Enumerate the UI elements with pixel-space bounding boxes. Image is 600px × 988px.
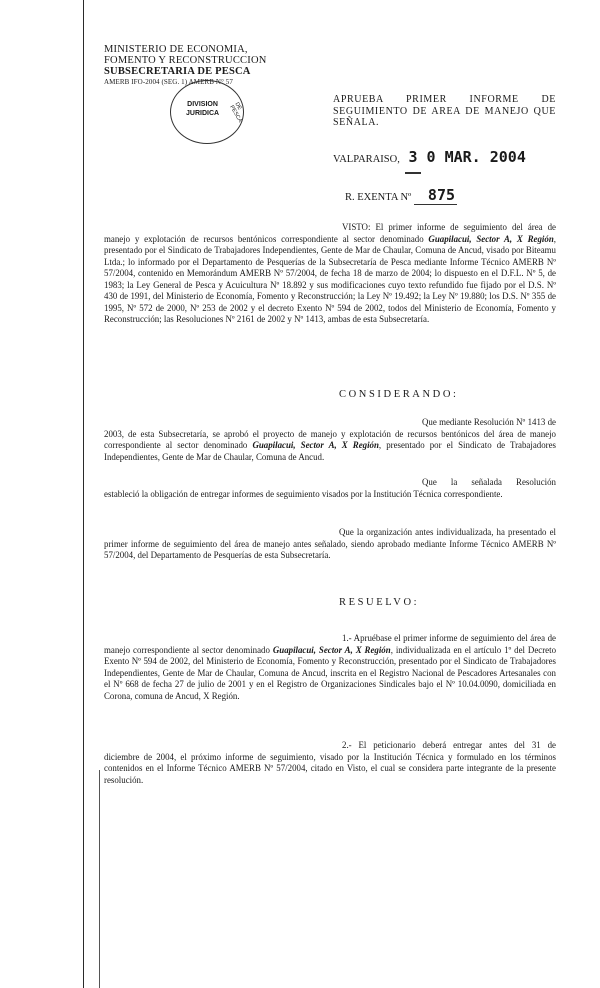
- considerando-paragraph-1: [104, 417, 556, 463]
- stamp-line-1: DIVISION: [187, 101, 218, 108]
- visto-paragraph: [104, 222, 556, 326]
- stamp-line-2: JURIDICA: [186, 110, 220, 117]
- resolution-number-value: 875: [414, 186, 457, 205]
- scan-edge-line: [83, 0, 84, 988]
- resuelvo-1-sector: Guapilacui, Sector A, X Región: [272, 644, 391, 655]
- resuelvo-item-1: [104, 633, 556, 702]
- dateline: [333, 148, 526, 166]
- letterhead-subsecretaria: SUBSECRETARIA DE PESCA: [104, 66, 251, 77]
- letterhead-reference: AMERB IFO-2004 (SEG. 1) AMERB N° 57: [104, 78, 234, 86]
- resolution-number: [345, 186, 457, 205]
- handwritten-dash: [405, 172, 421, 174]
- considerando-1-text-a: Que mediante Resolución Nº 1413 de 2003, de esta Subsecretaría, se aprobó el proyecto de manejo y explotación de recursos bentónicos del área de manejo correspondiente al sector denominado: [104, 417, 556, 450]
- visto-text-2: , presentado por el Sindicato de Trabajadores Independientes, Gente de Mar de Chaular, Comuna de Ancud, visado por Biteamu Ltda.; lo informado por el Departamento de Pesquerías de la Subsecretaría de Pesca mediante Informe Técnico AMERB Nº 57/2004, contenido en Memorándum AMERB Nº 57/2004, de fecha 18 de marzo de 2004; lo dispuesto en el D.F.L. Nº 5, de 1983; la Ley General de Pesca y Acuicultura Nº 18.892 y sus modificaciones cuyo texto refundido fue fijado por el D.S. Nº 430 de 1991, del Ministerio de Economía, Fomento y Reconstrucción; la Ley Nº 19.492; la Ley Nº 19.880; los D.S. Nº 355 de 1995, Nº 572 de 2000, Nº 253 de 2002 y el decreto Exento Nº 594 de 2002, todos del Ministerio de Economía, Fomento y Reconstrucción; las Resoluciones Nº 2161 de 2002 y Nº 1413, ambas de esta Subsecretaría.: [104, 233, 556, 324]
- dateline-date-stamp: 3 0 MAR. 2004: [408, 148, 526, 166]
- resuelvo-1-text-a: 1.- Apruébase el primer informe de seguimiento del área de manejo correspondiente al sector denominado: [104, 633, 556, 655]
- document-subject: APRUEBA PRIMER INFORME DE SEGUIMIENTO DE AREA DE MANEJO QUE SEÑALA.: [333, 94, 556, 128]
- considerando-paragraph-3: Que la organización antes individualizada, ha presentado el primer informe de seguimiento del área de manejo antes señalado, siendo aprobado mediante Informe Técnico AMERB Nº 57/2004, del Departamento de Pesquerías de esta Subsecretaría.: [104, 527, 556, 560]
- letterhead-ministry: MINISTERIO DE ECONOMIA,: [104, 44, 248, 55]
- considerando-1-sector: Guapilacui, Sector A, X Región: [252, 440, 379, 450]
- stamp-arc-text: DE PESCA: [228, 101, 243, 124]
- division-stamp: [170, 80, 250, 146]
- letterhead-ministry-2: FOMENTO Y RECONSTRUCCION: [104, 55, 267, 66]
- considerando-paragraph-2: Que la señalada Resolución estableció la obligación de entregar informes de seguimiento visados por la Institución Técnica correspondiente.: [104, 477, 556, 499]
- visto-sector: Guapilacui, Sector A, X Región: [428, 233, 554, 244]
- resuelvo-1-text-b: , individualizada en el artículo 1º del Decreto Exento Nº 594 de 2002, del Ministerio de Economía, Fomento y Reconstrucción, presentado por el Sindicato de Trabajadores Independientes, Gente de Mar de Chaular, Comuna de Ancud, inscrita en el Registro Nacional de Pescadores Artesanales con el Nº 668 de fecha 27 de julio de 2001 y en el Registro de Organizaciones Sindicales bajo el Nº 10.04.0090, domiciliada en Corona, comuna de Ancud, X Región.: [104, 644, 557, 701]
- resuelvo-heading: RESUELVO:: [339, 597, 420, 608]
- scan-margin: [0, 0, 70, 988]
- visto-text-1: VISTO: El primer informe de seguimiento del área de manejo y explotación de recursos bentónicos correspondiente al sector denominado: [104, 222, 556, 244]
- dateline-place: VALPARAISO,: [333, 154, 400, 165]
- stamp-text: [186, 100, 219, 118]
- considerando-1-text-b: , presentado por el Sindicato de Trabajadores Independientes, Gente de Mar de Chaular, Comuna de Ancud.: [104, 440, 556, 462]
- scan-edge-line-lower: [99, 770, 100, 988]
- resolution-label: R. EXENTA Nº: [345, 192, 412, 203]
- resuelvo-item-2: 2.- El peticionario deberá entregar antes del 31 de diciembre de 2004, el próximo informe de seguimiento, visado por la Institución Técnica y formulado en los términos contenidos en el Informe Técnico AMERB Nº 57/2004, citado en Visto, el cual se considera parte integrante de la presente resolución.: [104, 740, 556, 785]
- considerando-heading: CONSIDERANDO:: [339, 389, 459, 400]
